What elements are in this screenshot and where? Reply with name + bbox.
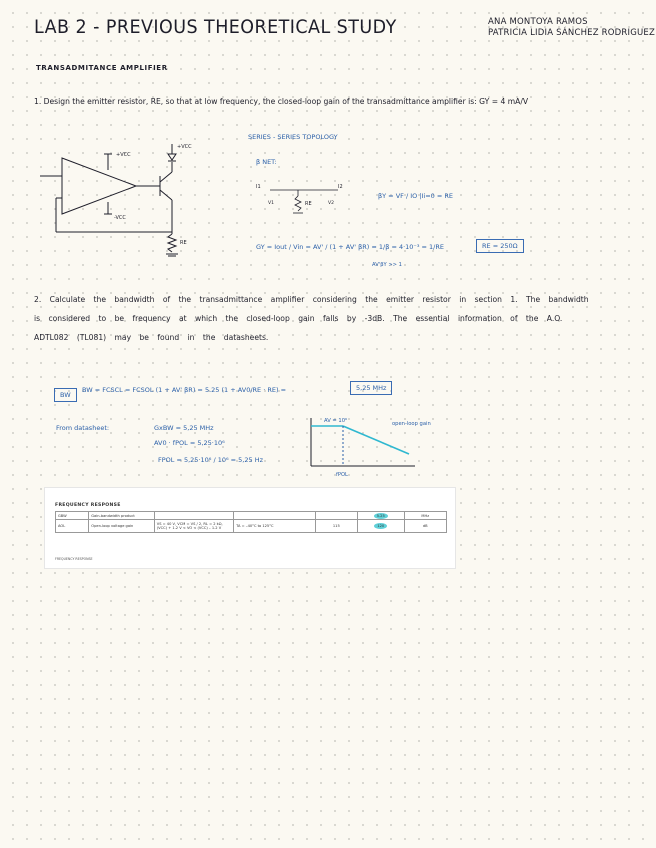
highlight-typ: 5.25	[374, 513, 388, 519]
datasheet-table	[55, 511, 447, 533]
author-1: ANA MONTOYA RAMOS	[488, 17, 588, 27]
vcc-neg-label: -VCC	[114, 215, 126, 221]
cell-condition-2: TA = –40°C to 125°C	[234, 520, 316, 533]
cell-min: 115	[315, 520, 357, 533]
beta-v2: V2	[328, 201, 334, 206]
question-1-text: 1. Design the emitter resistor, RE, so that at low frequency, the closed-loop gain of the transadmittance amplifier is: GY = 4 mA/V	[34, 97, 529, 106]
gain-formula: GY = Iout / Vin = AV' / (1 + AV' βR) ≈ 1/β = 4·10⁻³ = 1/RE	[256, 243, 444, 251]
datasheet-heading: FREQUENCY RESPONSE	[55, 503, 121, 508]
fpol-line: FPOL = 5,25·10⁶ / 10⁶ = 5,25 Hz	[158, 456, 264, 464]
graph-axis-label: fPOL	[336, 472, 348, 478]
beta-network-diagram	[254, 178, 354, 220]
re-result-box: RE = 250Ω	[476, 239, 524, 253]
av-fpol-line: AV0 · fPOL = 5,25·10⁶	[154, 439, 225, 447]
datasheet-excerpt	[44, 487, 456, 569]
vcc-right-label: +VCC	[177, 144, 192, 150]
transadmittance-circuit	[38, 140, 198, 260]
highlight-typ: 120	[374, 523, 387, 529]
table-row	[56, 520, 447, 533]
table-row	[56, 512, 447, 520]
cell-unit: MHz	[404, 512, 446, 520]
from-datasheet-label: From datasheet:	[56, 424, 110, 432]
vcc-top-label: +VCC	[116, 152, 131, 158]
cell-condition-2	[234, 512, 316, 520]
graph-legend: open-loop gain	[392, 421, 431, 427]
gain-note: AV'βY >> 1	[372, 262, 402, 268]
re-label: RE	[180, 240, 187, 246]
beta-formula: βY = VF / IO |Ii=0 = RE	[378, 192, 454, 200]
beta-v1: V1	[268, 201, 274, 206]
cell-condition: VS = 40 V, VCM = VS / 2, RL = 2 kΩ, (VCC) + 1.2 V < VO < (VCC) – 1.2 V	[154, 520, 233, 533]
graph-av-label: AV = 10⁶	[324, 418, 348, 424]
bw-result-box: 5,25 MHz	[350, 381, 392, 395]
bw-formula: BW = FCSCL = FCSOL (1 + AV' βR) = 5.25 (1 + AV0/RE · RE) =	[82, 386, 287, 394]
cell-parameter: Open-loop voltage gain	[89, 520, 155, 533]
authors	[488, 17, 655, 39]
beta-i1: I1	[256, 184, 261, 190]
topology-label: SERIES - SERIES TOPOLOGY	[248, 133, 338, 141]
bw-label-box: BW	[54, 388, 77, 402]
cell-symbol: GBW	[56, 512, 89, 520]
cell-condition	[154, 512, 233, 520]
datasheet-footer: FREQUENCY RESPONSE	[55, 557, 93, 561]
author-2: PATRICIA LIDIA SÁNCHEZ RODRIGUEZ	[488, 28, 656, 38]
cell-parameter: Gain-bandwidth product	[89, 512, 155, 520]
bw-row	[54, 382, 77, 401]
cell-unit: dB	[404, 520, 446, 533]
beta-i2: I2	[338, 184, 343, 190]
page-title: LAB 2 - PREVIOUS THEORETICAL STUDY	[34, 16, 397, 38]
cell-typ	[357, 520, 404, 533]
question-2-text: 2. Calculate the bandwidth of the transadmittance amplifier considering the emitter resistor in section 1. The bandwidth is considered to be frequency at which the closed-loop gain falls by -3dB. The essential information of the A.O. ADTL082 (TL081) may be found in the datasheets.	[34, 295, 589, 342]
cell-symbol: AOL	[56, 520, 89, 533]
cell-min	[315, 512, 357, 520]
beta-net-label: β NET:	[256, 158, 277, 166]
section-title: TRANSADMITANCE AMPLIFIER	[36, 64, 168, 72]
gbw-line: GxBW = 5,25 MHz	[154, 424, 214, 432]
beta-re: RE	[305, 201, 312, 207]
cell-typ	[357, 512, 404, 520]
